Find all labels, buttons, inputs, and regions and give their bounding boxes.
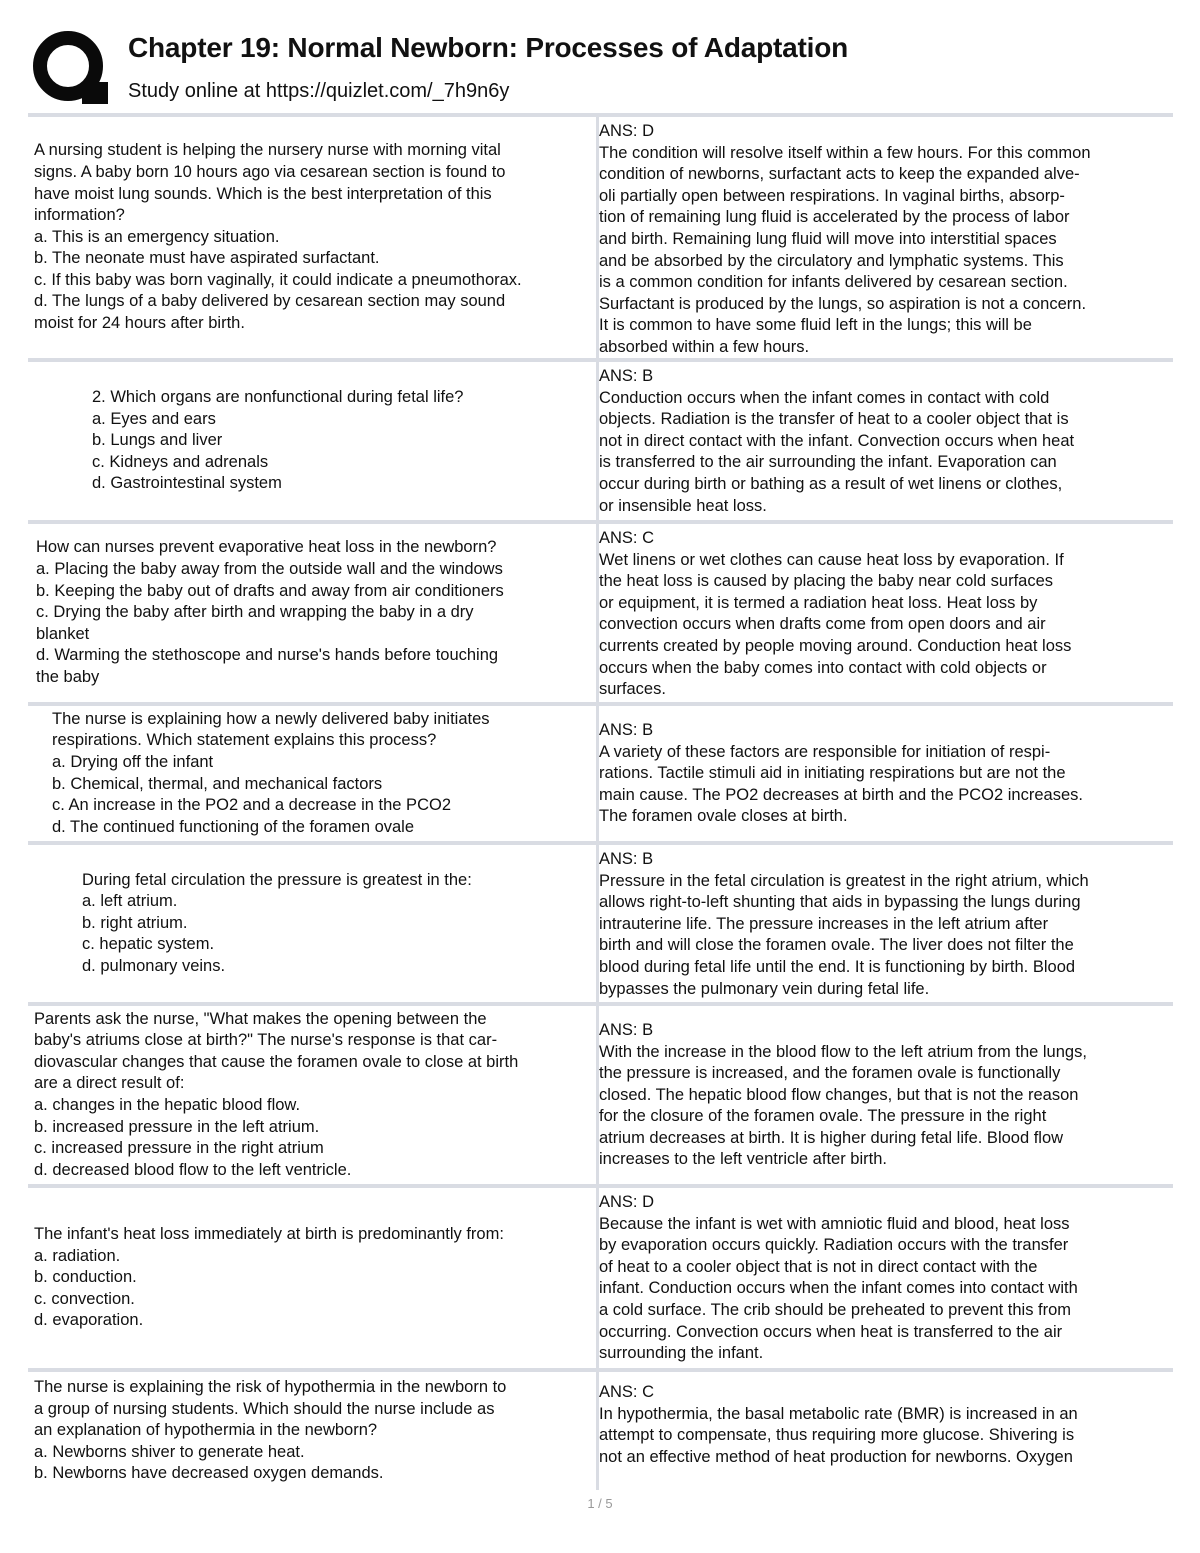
flashcard-answer [599, 706, 1173, 841]
column-divider [596, 845, 599, 1002]
flashcard-answer [599, 117, 1173, 358]
flashcard [28, 702, 1173, 841]
flashcard-answer [599, 1372, 1173, 1490]
flashcard-term [28, 1006, 593, 1184]
term-text: The infant's heat loss immediately at birth is predominantly from: a. radiation. b. conduction. c. convection. d. evaporation. [34, 1225, 504, 1330]
flashcard-answer [599, 1006, 1173, 1184]
flashcard-term [28, 706, 593, 841]
term-text: During fetal circulation the pressure is greatest in the: a. left atrium. b. right atrium. c. hepatic system. d. pulmonary veins. [82, 870, 472, 975]
column-divider [596, 362, 599, 520]
flashcard [28, 1368, 1173, 1490]
column-divider [596, 1372, 599, 1490]
column-divider [596, 524, 599, 702]
flashcard [28, 1002, 1173, 1184]
flashcard-term [28, 1372, 593, 1490]
term-text: 2. Which organs are nonfunctional during fetal life? a. Eyes and ears b. Lungs and liver c. Kidneys and adrenals d. Gastrointestinal system [92, 388, 464, 493]
answer-text: ANS: D The condition will resolve itself within a few hours. For this common condition of newborns, surfactant acts to keep the expanded alve- oli partially open between respirations. In vaginal births, absorp- tion of remaining lung fluid is accelerated by the process of labor and birth. Remaining lung fluid will move into interstitial spaces and be absorbed by the circulatory and lymphatic systems. This is a common condition for infants delivered by cesarean section. Surfactant is produced by the lungs, so aspiration is not a concern. It is common to have some fluid left in the lungs; this will be absorbed within a few hours. [599, 122, 1091, 356]
answer-text: ANS: C In hypothermia, the basal metabolic rate (BMR) is increased in an attempt to compensate, thus requiring more glucose. Shivering is not an effective method of heat production for newborns. Oxygen [599, 1383, 1078, 1466]
flashcard-answer [599, 845, 1173, 1002]
flashcard [28, 358, 1173, 520]
answer-text: ANS: C Wet linens or wet clothes can cause heat loss by evaporation. If the heat loss is caused by placing the baby near cold surfaces or equipment, it is termed a radiation heat loss. Heat loss by convection occurs when drafts come from open doors and air currents created by people moving around. Conduction heat loss occurs when the baby comes into contact with cold objects or surfaces. [599, 529, 1072, 699]
flashcard [28, 841, 1173, 1002]
answer-text: ANS: D Because the infant is wet with amniotic fluid and blood, heat loss by evaporation occurs quickly. Radiation occurs with the transfer of heat to a cooler object that is not in direct contact with the infant. Conduction occurs when the infant comes into contact with a cold surface. The crib should be preheated to prevent this from occurring. Convection occurs when heat is transferred to the air surrounding the infant. [599, 1193, 1078, 1363]
page-title: Chapter 19: Normal Newborn: Processes of Adaptation [128, 32, 849, 63]
term-text: A nursing student is helping the nursery nurse with morning vital signs. A baby born 10 hours ago via cesarean section is found to have moist lung sounds. Which is the best interpretation of this information? a. This is an emergency situation. b. The neonate must have aspirated surfactant. c. If this baby was born vaginally, it could indicate a pneumothorax. d. The lungs of a baby delivered by cesarean section may sound moist for 24 hours after birth. [34, 141, 522, 333]
flashcard-term [28, 362, 593, 520]
column-divider [596, 1006, 599, 1184]
flashcard-term [28, 845, 593, 1002]
term-text: How can nurses prevent evaporative heat loss in the newborn? a. Placing the baby away from the outside wall and the windows b. Keeping the baby out of drafts and away from air conditioners c. Drying the baby after birth and wrapping the baby in a dry blanket d. Warming the stethoscope and nurse's hands before touching the baby [36, 538, 504, 686]
flashcard-answer [599, 524, 1173, 702]
study-online-link[interactable]: Study online at https://quizlet.com/_7h9n6y [128, 80, 510, 102]
page-number: 1 / 5 [587, 1496, 613, 1511]
column-divider [596, 1188, 599, 1368]
answer-text: ANS: B With the increase in the blood flow to the left atrium from the lungs, the pressure is increased, and the foramen ovale is functionally closed. The hepatic blood flow changes, but that is not the reason for the closure of the foramen ovale. The pressure in the right atrium decreases at birth. It is higher during fetal life. Blood flow increases to the left ventricle after birth. [599, 1020, 1087, 1169]
term-text: The nurse is explaining how a newly delivered baby initiates respirations. Which statement explains this process? a. Drying off the infant b. Chemical, thermal, and mechanical factors c. An increase in the PO2 and a decrease in the PCO2 d. The continued functioning of the foramen ovale [52, 709, 490, 836]
flashcard-term [28, 117, 593, 358]
flashcard-answer [599, 362, 1173, 520]
flashcard-list [28, 113, 1173, 1490]
term-text: The nurse is explaining the risk of hypothermia in the newborn to a group of nursing students. Which should the nurse include as an explanation of hypothermia in the newborn? a. Newborns shiver to generate heat. b. Newborns have decreased oxygen demands. [34, 1378, 507, 1483]
column-divider [596, 706, 599, 841]
answer-text: ANS: B Conduction occurs when the infant comes in contact with cold objects. Radiation is the transfer of heat to a cooler object that is not in direct contact with the infant. Convection occurs when heat is transferred to the air surrounding the infant. Evaporation can occur during birth or bathing as a result of wet linens or clothes, or insensible heat loss. [599, 367, 1075, 515]
flashcard [28, 1184, 1173, 1368]
flashcard-answer [599, 1188, 1173, 1368]
column-divider [596, 117, 599, 358]
answer-text: ANS: B Pressure in the fetal circulation is greatest in the right atrium, which allows right-to-left shunting that aids in bypassing the lungs during intrauterine life. The pressure increases in the left atrium after birth and will close the foramen ovale. The liver does not filter the blood during fetal life until the end. It is functioning by birth. Blood bypasses the pulmonary vein during fetal life. [599, 850, 1089, 998]
page-header [0, 0, 1200, 112]
flashcard-term [28, 524, 593, 702]
term-text: Parents ask the nurse, "What makes the opening between the baby's atriums close at birth?" The nurse's response is that car- diovascular changes that cause the foramen ovale to close at birth are a direct result of: a. changes in the hepatic blood flow. b. increased pressure in the left atrium. c. increased pressure in the right atrium d. decreased blood flow to the left ventricle. [34, 1009, 519, 1179]
flashcard [28, 520, 1173, 702]
flashcard [28, 113, 1173, 358]
quizlet-logo-icon [30, 26, 110, 110]
flashcard-term [28, 1188, 593, 1368]
answer-text: ANS: B A variety of these factors are responsible for initiation of respi- rations. Tactile stimuli aid in initiating respirations but are not the main cause. The PO2 decreases at birth and the PCO2 increases. The foramen ovale closes at birth. [599, 721, 1083, 826]
